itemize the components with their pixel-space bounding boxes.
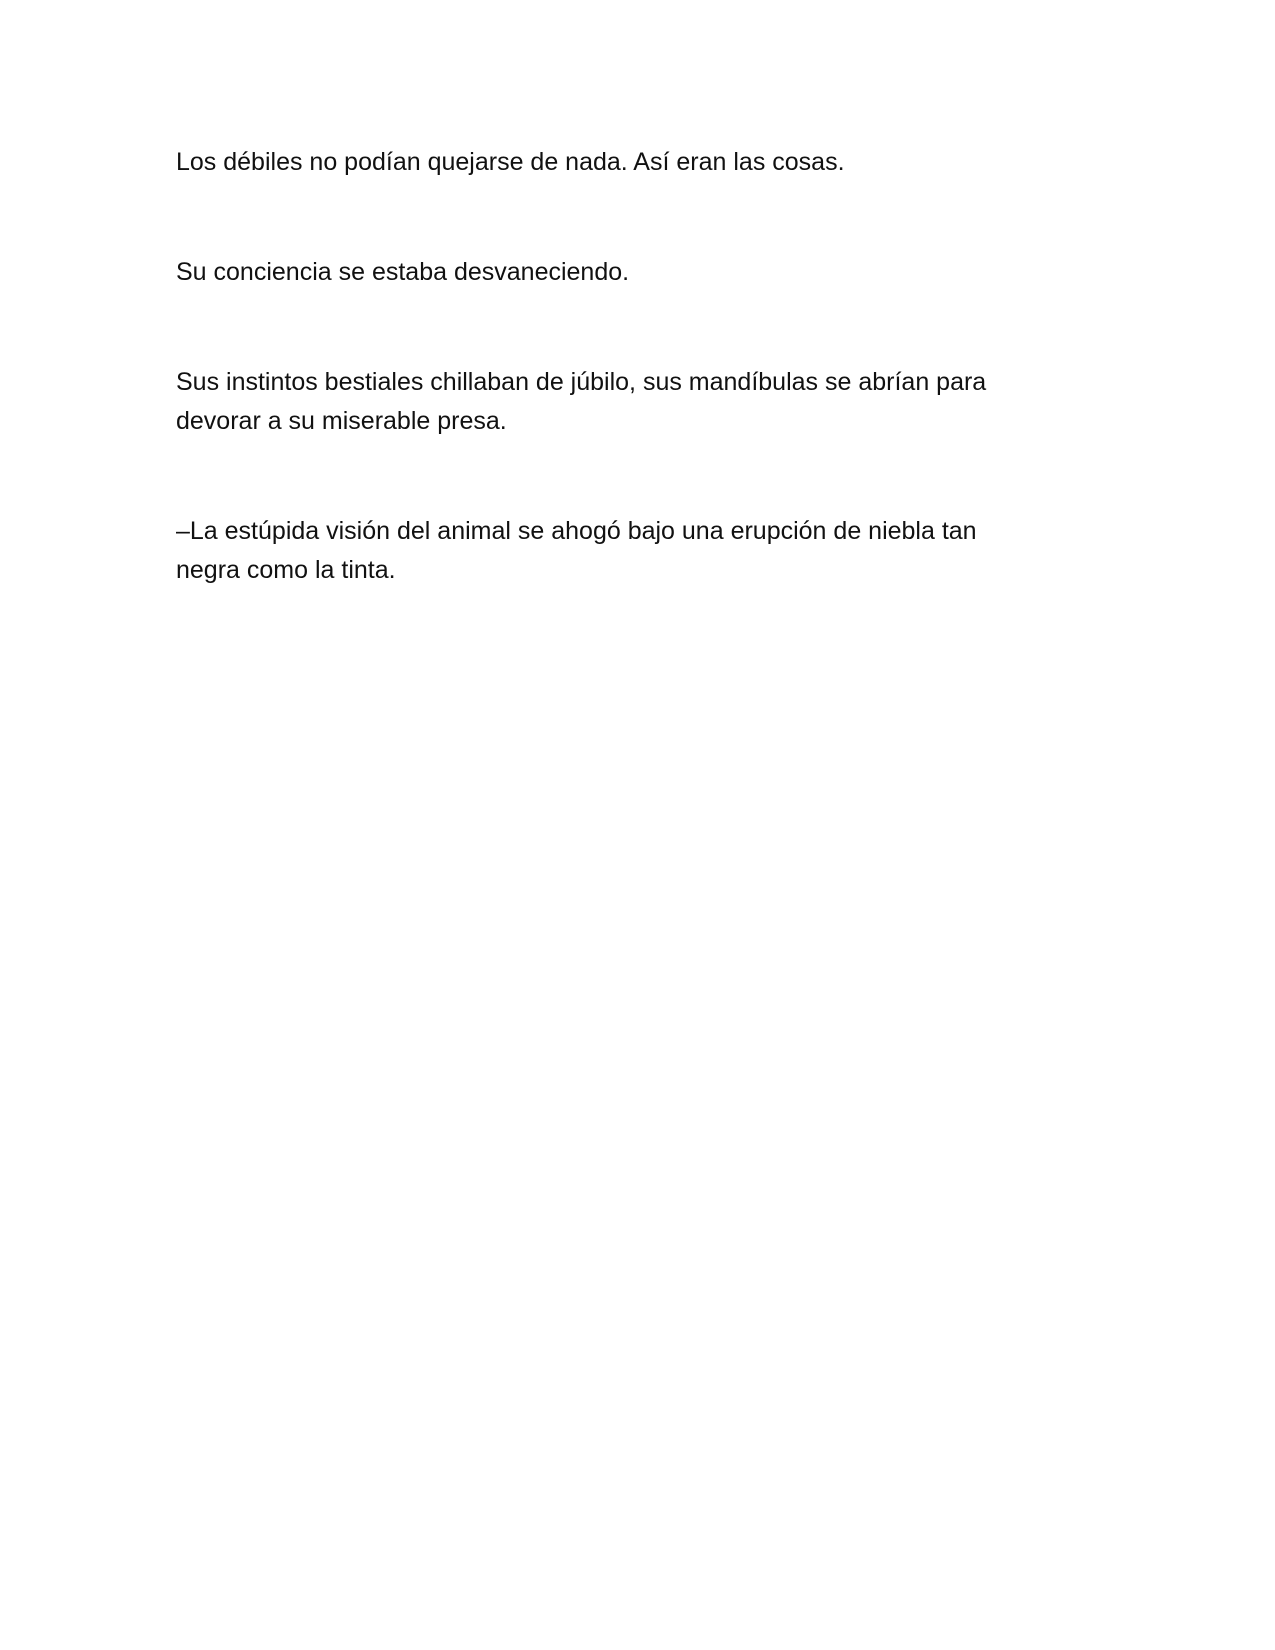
paragraph-1: Los débiles no podían quejarse de nada. Así eran las cosas. <box>176 148 845 176</box>
paragraph-2: Su conciencia se estaba desvaneciendo. <box>176 258 630 286</box>
paragraph-4: –La estúpida visión del animal se ahogó bajo una erupción de niebla tan negra como la tinta. <box>176 517 977 584</box>
paragraph-3: Sus instintos bestiales chillaban de júbilo, sus mandíbulas se abrían para devorar a su miserable presa. <box>176 368 987 435</box>
document-body <box>176 143 1036 590</box>
